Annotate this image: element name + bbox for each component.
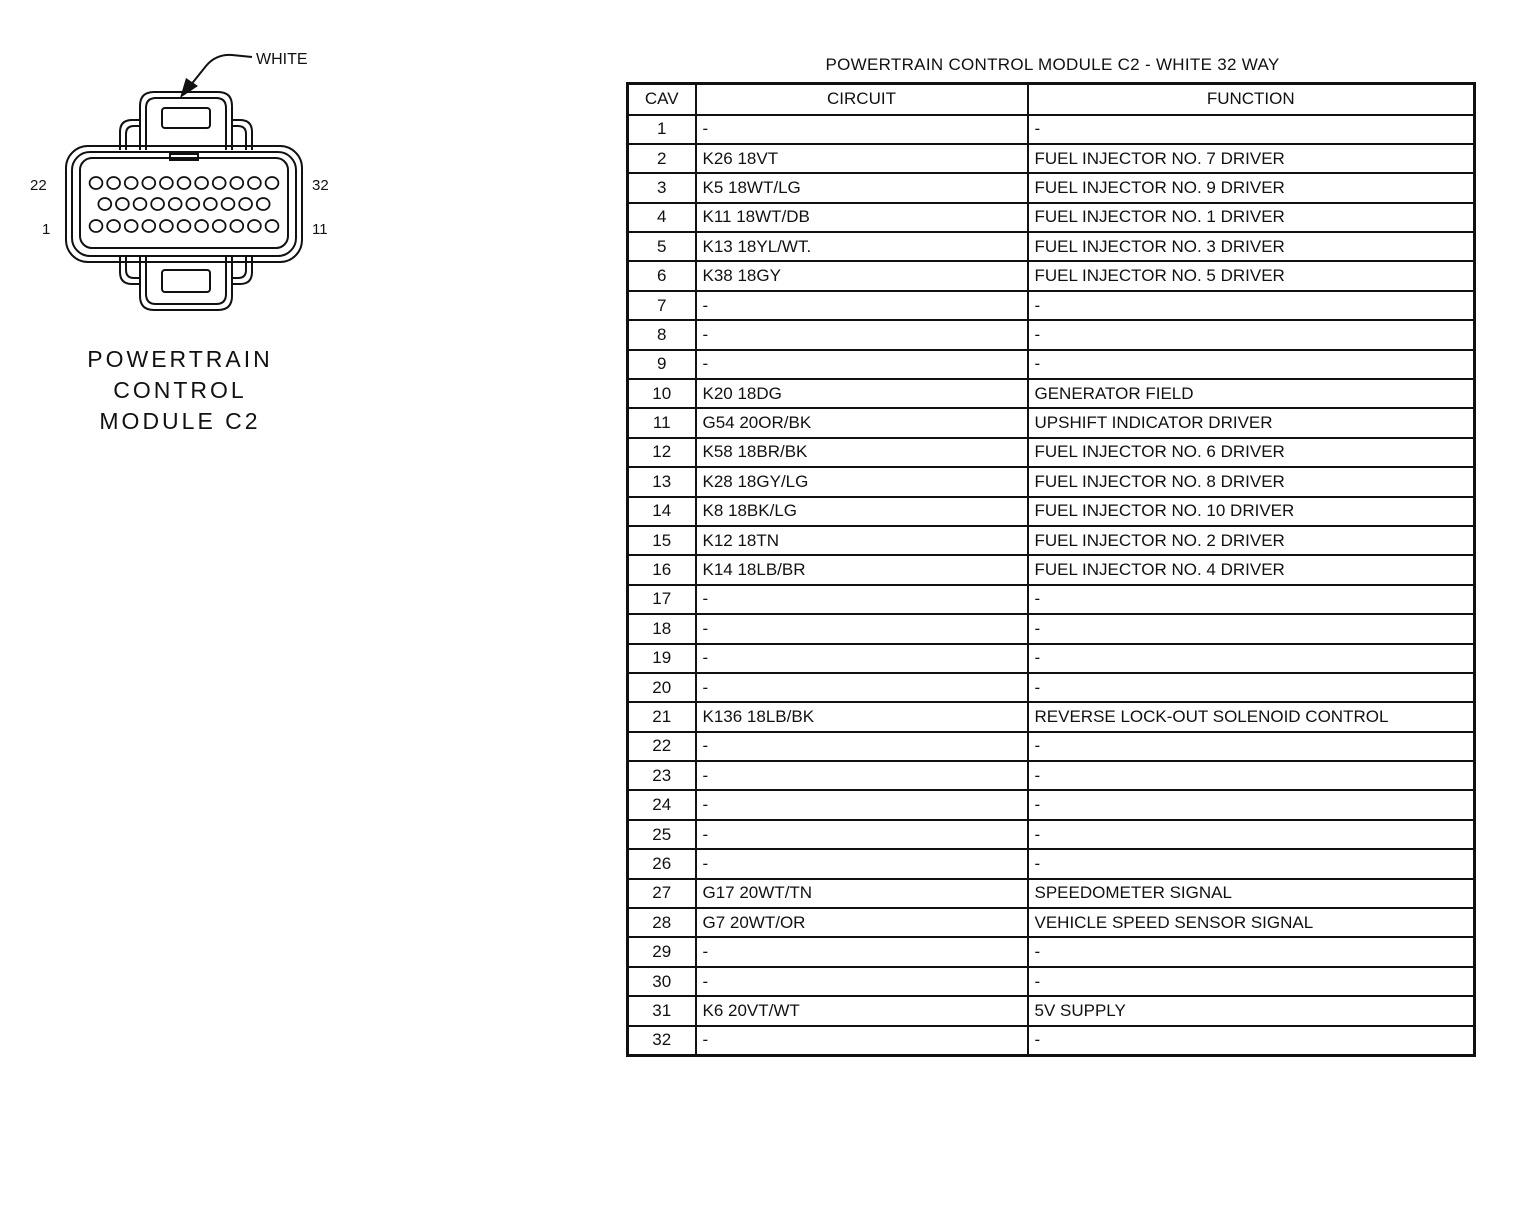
connector-cavity <box>230 220 243 232</box>
cav-cell: 27 <box>628 879 696 908</box>
function-cell: - <box>1028 291 1475 320</box>
function-cell: - <box>1028 820 1475 849</box>
cav-cell: 5 <box>628 232 696 261</box>
connector-body <box>66 146 302 262</box>
cav-cell: 4 <box>628 203 696 232</box>
circuit-cell: K136 18LB/BK <box>696 702 1028 731</box>
table-row <box>628 173 1475 202</box>
cav-cell: 8 <box>628 320 696 349</box>
circuit-cell: K8 18BK/LG <box>696 497 1028 526</box>
pinout-table-body <box>628 115 1475 1056</box>
cav-cell: 7 <box>628 291 696 320</box>
table-row <box>628 350 1475 379</box>
connector-cavity <box>90 220 103 232</box>
function-cell: - <box>1028 673 1475 702</box>
table-row <box>628 526 1475 555</box>
cav-cell: 32 <box>628 1026 696 1055</box>
connector-caption <box>60 344 300 437</box>
connector-cavity <box>222 198 235 210</box>
header-cav: CAV <box>628 84 696 115</box>
caption-line-3: MODULE C2 <box>99 408 261 434</box>
cav-cell: 29 <box>628 937 696 966</box>
connector-cavity <box>107 220 120 232</box>
circuit-cell: - <box>696 937 1028 966</box>
circuit-cell: K58 18BR/BK <box>696 438 1028 467</box>
table-row <box>628 261 1475 290</box>
pin-label-bottom-right: 11 <box>312 221 328 238</box>
cav-cell: 12 <box>628 438 696 467</box>
table-row <box>628 115 1475 144</box>
top-latch <box>120 92 252 150</box>
circuit-cell: G54 20OR/BK <box>696 408 1028 437</box>
circuit-cell: - <box>696 673 1028 702</box>
table-row <box>628 937 1475 966</box>
cav-cell: 3 <box>628 173 696 202</box>
circuit-cell: - <box>696 320 1028 349</box>
connector-color-label: WHITE <box>256 51 308 68</box>
table-row <box>628 1026 1475 1055</box>
table-row <box>628 379 1475 408</box>
circuit-cell: - <box>696 1026 1028 1055</box>
function-cell: - <box>1028 350 1475 379</box>
circuit-cell: K14 18LB/BR <box>696 555 1028 584</box>
table-row <box>628 673 1475 702</box>
connector-cavity <box>125 220 138 232</box>
cav-cell: 1 <box>628 115 696 144</box>
function-cell: - <box>1028 644 1475 673</box>
function-cell: - <box>1028 732 1475 761</box>
table-row <box>628 232 1475 261</box>
function-cell: FUEL INJECTOR NO. 3 DRIVER <box>1028 232 1475 261</box>
function-cell: UPSHIFT INDICATOR DRIVER <box>1028 408 1475 437</box>
table-row <box>628 732 1475 761</box>
cav-cell: 17 <box>628 585 696 614</box>
connector-cavity <box>195 220 208 232</box>
table-row <box>628 908 1475 937</box>
cav-cell: 10 <box>628 379 696 408</box>
table-row <box>628 585 1475 614</box>
circuit-cell: K5 18WT/LG <box>696 173 1028 202</box>
connector-cavity <box>90 177 103 189</box>
function-cell: FUEL INJECTOR NO. 5 DRIVER <box>1028 261 1475 290</box>
table-row <box>628 438 1475 467</box>
caption-line-1: POWERTRAIN <box>87 346 273 372</box>
cav-cell: 19 <box>628 644 696 673</box>
pin-label-bottom-left: 1 <box>42 221 51 238</box>
connector-cavity <box>213 220 226 232</box>
connector-cavity <box>248 220 261 232</box>
circuit-cell: - <box>696 291 1028 320</box>
connector-cavity <box>178 220 191 232</box>
table-row <box>628 879 1475 908</box>
pin-label-top-left: 22 <box>30 177 47 194</box>
cav-cell: 21 <box>628 702 696 731</box>
function-cell: GENERATOR FIELD <box>1028 379 1475 408</box>
connector-cavity <box>266 220 279 232</box>
function-cell: - <box>1028 761 1475 790</box>
table-row <box>628 820 1475 849</box>
cav-cell: 13 <box>628 467 696 496</box>
cav-cell: 31 <box>628 996 696 1025</box>
circuit-cell: K11 18WT/DB <box>696 203 1028 232</box>
function-cell: FUEL INJECTOR NO. 10 DRIVER <box>1028 497 1475 526</box>
circuit-cell: K6 20VT/WT <box>696 996 1028 1025</box>
connector-cavity <box>142 177 155 189</box>
header-function: FUNCTION <box>1028 84 1475 115</box>
connector-cavity <box>213 177 226 189</box>
connector-cavity <box>125 177 138 189</box>
circuit-cell: - <box>696 820 1028 849</box>
cavity-grid <box>90 177 279 232</box>
connector-cavity <box>116 198 129 210</box>
cav-cell: 18 <box>628 614 696 643</box>
function-cell: - <box>1028 115 1475 144</box>
cav-cell: 15 <box>628 526 696 555</box>
connector-cavity <box>160 220 173 232</box>
table-row <box>628 996 1475 1025</box>
connector-cavity <box>195 177 208 189</box>
cav-cell: 6 <box>628 261 696 290</box>
circuit-cell: K20 18DG <box>696 379 1028 408</box>
function-cell: SPEEDOMETER SIGNAL <box>1028 879 1475 908</box>
cav-cell: 16 <box>628 555 696 584</box>
circuit-cell: - <box>696 732 1028 761</box>
cav-cell: 25 <box>628 820 696 849</box>
function-cell: - <box>1028 1026 1475 1055</box>
pin-label-top-right: 32 <box>312 177 329 194</box>
table-row <box>628 144 1475 173</box>
function-cell: FUEL INJECTOR NO. 2 DRIVER <box>1028 526 1475 555</box>
connector-cavity <box>134 198 147 210</box>
connector-cavity <box>107 177 120 189</box>
circuit-cell: - <box>696 644 1028 673</box>
caption-line-2: CONTROL <box>113 377 247 403</box>
connector-cavity <box>169 198 182 210</box>
function-cell: - <box>1028 967 1475 996</box>
connector-cavity <box>257 198 270 210</box>
table-row <box>628 555 1475 584</box>
connector-cavity <box>248 177 261 189</box>
function-cell: - <box>1028 585 1475 614</box>
connector-cavity <box>186 198 199 210</box>
table-row <box>628 497 1475 526</box>
function-cell: REVERSE LOCK-OUT SOLENOID CONTROL <box>1028 702 1475 731</box>
cav-cell: 11 <box>628 408 696 437</box>
function-cell: FUEL INJECTOR NO. 6 DRIVER <box>1028 438 1475 467</box>
function-cell: FUEL INJECTOR NO. 7 DRIVER <box>1028 144 1475 173</box>
circuit-cell: - <box>696 115 1028 144</box>
table-row <box>628 203 1475 232</box>
table-row <box>628 702 1475 731</box>
table-row <box>628 967 1475 996</box>
bottom-latch <box>120 256 252 310</box>
function-cell: FUEL INJECTOR NO. 4 DRIVER <box>1028 555 1475 584</box>
circuit-cell: - <box>696 761 1028 790</box>
function-cell: - <box>1028 320 1475 349</box>
circuit-cell: - <box>696 790 1028 819</box>
function-cell: - <box>1028 614 1475 643</box>
table-row <box>628 761 1475 790</box>
circuit-cell: - <box>696 350 1028 379</box>
cav-cell: 28 <box>628 908 696 937</box>
circuit-cell: - <box>696 849 1028 878</box>
circuit-cell: K26 18VT <box>696 144 1028 173</box>
cav-cell: 2 <box>628 144 696 173</box>
leader-line <box>190 55 252 86</box>
circuit-cell: K12 18TN <box>696 526 1028 555</box>
connector-diagram <box>20 40 360 320</box>
table-header-row <box>628 84 1475 115</box>
connector-cavity <box>151 198 164 210</box>
cav-cell: 14 <box>628 497 696 526</box>
connector-cavity <box>98 198 111 210</box>
connector-drawing <box>20 40 360 320</box>
pinout-table <box>626 82 1476 1057</box>
circuit-cell: G17 20WT/TN <box>696 879 1028 908</box>
connector-cavity <box>239 198 252 210</box>
cav-cell: 20 <box>628 673 696 702</box>
function-cell: FUEL INJECTOR NO. 1 DRIVER <box>1028 203 1475 232</box>
circuit-cell: G7 20WT/OR <box>696 908 1028 937</box>
cav-cell: 26 <box>628 849 696 878</box>
circuit-cell: K38 18GY <box>696 261 1028 290</box>
function-cell: FUEL INJECTOR NO. 9 DRIVER <box>1028 173 1475 202</box>
cav-cell: 22 <box>628 732 696 761</box>
table-title: POWERTRAIN CONTROL MODULE C2 - WHITE 32 WAY <box>825 55 1280 74</box>
circuit-cell: K28 18GY/LG <box>696 467 1028 496</box>
leader-arrowhead <box>180 78 198 98</box>
table-row <box>628 790 1475 819</box>
function-cell: - <box>1028 937 1475 966</box>
table-row <box>628 467 1475 496</box>
connector-cavity <box>266 177 279 189</box>
connector-cavity <box>142 220 155 232</box>
function-cell: - <box>1028 790 1475 819</box>
function-cell: FUEL INJECTOR NO. 8 DRIVER <box>1028 467 1475 496</box>
circuit-cell: - <box>696 585 1028 614</box>
table-row <box>628 291 1475 320</box>
circuit-cell: K13 18YL/WT. <box>696 232 1028 261</box>
function-cell: - <box>1028 849 1475 878</box>
connector-cavity <box>230 177 243 189</box>
connector-cavity <box>178 177 191 189</box>
cav-cell: 30 <box>628 967 696 996</box>
circuit-cell: - <box>696 967 1028 996</box>
cav-cell: 23 <box>628 761 696 790</box>
table-row <box>628 644 1475 673</box>
function-cell: 5V SUPPLY <box>1028 996 1475 1025</box>
table-row <box>628 849 1475 878</box>
cav-cell: 24 <box>628 790 696 819</box>
table-row <box>628 614 1475 643</box>
cav-cell: 9 <box>628 350 696 379</box>
function-cell: VEHICLE SPEED SENSOR SIGNAL <box>1028 908 1475 937</box>
table-row <box>628 320 1475 349</box>
table-row <box>628 408 1475 437</box>
circuit-cell: - <box>696 614 1028 643</box>
header-circuit: CIRCUIT <box>696 84 1028 115</box>
connector-cavity <box>204 198 217 210</box>
connector-cavity <box>160 177 173 189</box>
